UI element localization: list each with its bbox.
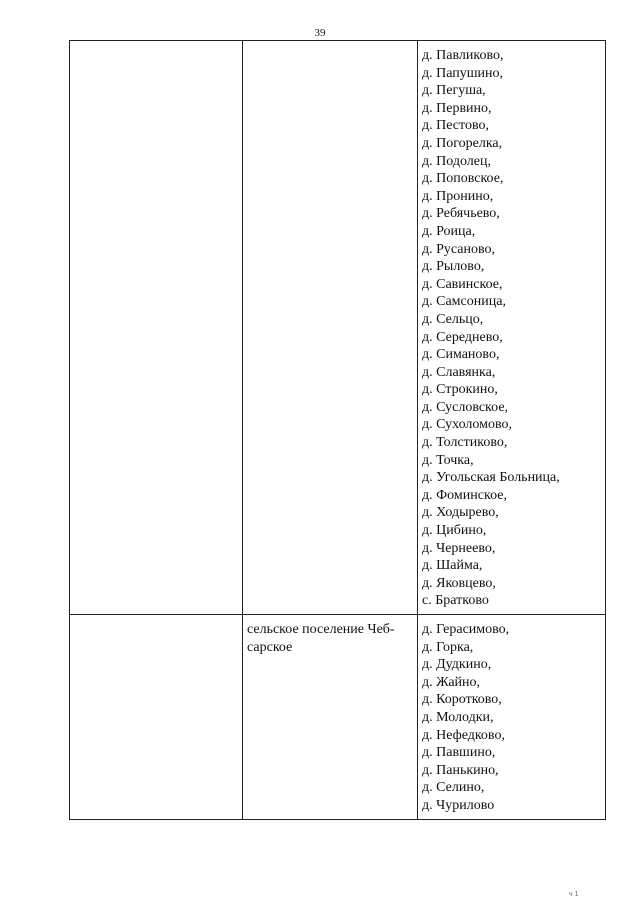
- village-item: д. Цибино,: [422, 523, 487, 539]
- settlement-name: сельское поселение Чеб-сарское: [247, 622, 395, 655]
- village-item: д. Папушино,: [422, 65, 504, 81]
- district-cell: [70, 41, 243, 615]
- village-item: д. Савинское,: [422, 276, 503, 292]
- village-item: д. Коротково,: [422, 692, 502, 708]
- district-name: [70, 41, 242, 51]
- village-item: д. Сусловское,: [422, 399, 509, 415]
- village-item: д. Герасимово,: [422, 622, 510, 637]
- settlements-table: [69, 40, 606, 820]
- settlement-cell: [243, 615, 418, 820]
- village-item: д. Молодки,: [422, 709, 494, 725]
- village-item: д. Поповское,: [422, 171, 504, 187]
- village-item: д. Роица,: [422, 223, 476, 239]
- village-item: д. Нефедково,: [422, 727, 505, 743]
- village-item: д. Строкино,: [422, 382, 498, 398]
- village-list: [418, 41, 605, 614]
- village-item: д. Фоминское,: [422, 487, 507, 503]
- page-number: 39: [314, 27, 326, 39]
- village-item: д. Павшино,: [422, 745, 496, 761]
- village-item: д. Славянка,: [422, 364, 496, 380]
- village-list: [418, 615, 605, 819]
- table-row: [70, 41, 606, 615]
- village-item: д. Панькино,: [422, 762, 499, 778]
- village-item: д. Жайно,: [422, 674, 481, 690]
- village-item: д. Дудкино,: [422, 657, 492, 673]
- village-item: д. Середнево,: [422, 329, 503, 345]
- village-item: д. Угольская Больница,: [422, 470, 560, 486]
- village-item: д. Горка,: [422, 639, 474, 655]
- village-item: д. Пронино,: [422, 188, 494, 204]
- village-item: д. Первино,: [422, 100, 492, 116]
- village-item: д. Симаново,: [422, 347, 500, 363]
- table-row: [70, 615, 606, 820]
- village-item: д. Яковцево,: [422, 575, 496, 591]
- villages-cell: [418, 41, 606, 615]
- village-item: д. Подолец,: [422, 153, 491, 169]
- village-item: д. Рылово,: [422, 259, 485, 275]
- village-item: д. Пестово,: [422, 118, 489, 134]
- village-item: д. Шайма,: [422, 558, 483, 574]
- village-item: д. Толстиково,: [422, 435, 508, 451]
- village-item: д. Сельцо,: [422, 311, 484, 327]
- footer-mark: ч 1: [569, 891, 579, 898]
- village-item: д. Ходырево,: [422, 505, 499, 521]
- villages-cell: [418, 615, 606, 820]
- village-item: д. Самсоница,: [422, 294, 506, 310]
- village-item: д. Чернеево,: [422, 540, 496, 556]
- district-cell: [70, 615, 243, 820]
- village-item: д. Павликово,: [422, 48, 504, 63]
- village-item: д. Пегуша,: [422, 83, 486, 99]
- village-item: д. Ребячьево,: [422, 206, 500, 222]
- settlement-cell: [243, 41, 418, 615]
- village-item: д. Погорелка,: [422, 135, 503, 151]
- village-item: д. Чурилово: [422, 797, 495, 813]
- village-item: д. Сухоломово,: [422, 417, 512, 433]
- settlement-name: [243, 41, 417, 51]
- village-item: д. Точка,: [422, 452, 474, 468]
- district-name: [70, 615, 242, 625]
- village-item: с. Братково: [422, 593, 489, 609]
- village-item: д. Селино,: [422, 780, 485, 796]
- village-item: д. Русаново,: [422, 241, 496, 257]
